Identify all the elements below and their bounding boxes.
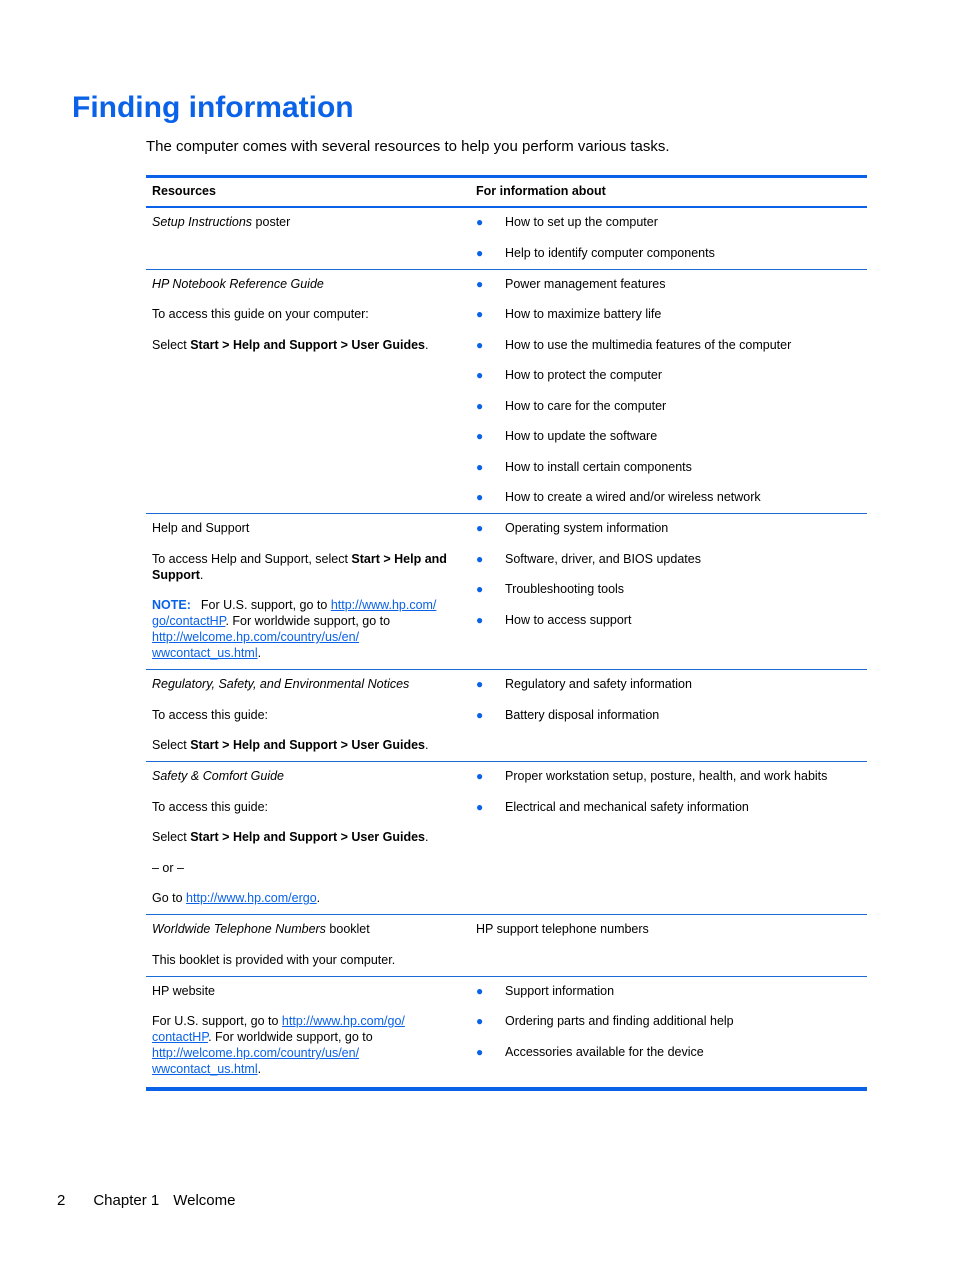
worldwide-contact-link[interactable]: http://welcome.hp.com/country/us/en/ wwcontact_us.html (152, 1046, 360, 1076)
provided-text: This booklet is provided with your computer. (152, 952, 396, 967)
ergo-link[interactable]: http://www.hp.com/ergo (186, 891, 317, 905)
select-path: Select Start > Help and Support > User Guides. (152, 337, 429, 352)
bullet-dot-icon: ● (476, 307, 484, 321)
page-title: Finding information (72, 91, 354, 124)
list-item (476, 398, 861, 414)
list-item (476, 428, 861, 444)
resource-cell (146, 270, 470, 514)
list-item (476, 581, 861, 597)
list-item-text: How to update the software (505, 429, 658, 443)
resource-title: Help and Support (152, 521, 250, 535)
list-item (476, 214, 861, 230)
resource-cell (146, 670, 470, 761)
info-list (476, 676, 861, 723)
list-item-text: How to protect the computer (505, 368, 663, 382)
access-text: To access this guide: (152, 707, 269, 722)
table-row (146, 513, 867, 669)
info-list (476, 768, 861, 815)
list-item-text: Battery disposal information (505, 707, 660, 722)
bullet-dot-icon: ● (476, 490, 484, 504)
access-text: To access this guide on your computer: (152, 307, 369, 321)
table-row (146, 269, 867, 514)
bullet-dot-icon: ● (476, 769, 484, 783)
list-item (476, 551, 861, 567)
list-item (476, 983, 861, 999)
list-item-text: How to maximize battery life (505, 307, 662, 321)
page-footer (57, 1191, 235, 1211)
resource-title: Worldwide Telephone Numbers (152, 922, 326, 936)
info-cell (470, 270, 867, 514)
bullet-dot-icon: ● (476, 551, 484, 566)
support-text: For U.S. support, go to http://www.hp.com/go/ contactHP. For worldwide support, go to http://welcome.hp.com/country/us/en/ wwcontact_us.html. (152, 1014, 405, 1076)
list-item-text: Accessories available for the device (505, 1044, 704, 1059)
info-cell (470, 670, 867, 761)
chapter-label: Chapter 1 (93, 1192, 160, 1209)
info-text: HP support telephone numbers (476, 922, 649, 936)
info-cell (470, 915, 867, 976)
bullet-dot-icon: ● (476, 799, 484, 814)
resources-table (146, 175, 867, 1091)
header-resources: Resources (152, 184, 216, 198)
header-info: For information about (476, 184, 606, 198)
list-item (476, 245, 861, 261)
info-list (476, 276, 861, 506)
bullet-dot-icon: ● (476, 707, 484, 722)
goto-text: Go to http://www.hp.com/ergo. (152, 891, 321, 905)
bullet-dot-icon: ● (476, 429, 484, 443)
list-item (476, 768, 861, 784)
list-item (476, 707, 861, 723)
table-row (146, 669, 867, 761)
table-header-row (146, 178, 867, 208)
resource-title: Safety & Comfort Guide (152, 769, 285, 783)
bullet-dot-icon: ● (476, 983, 484, 998)
contact-hp-link[interactable]: http://www.hp.com/go/ contactHP (152, 1014, 405, 1044)
info-cell (470, 208, 867, 269)
intro-text: The computer comes with several resources to help you perform various tasks. (146, 138, 670, 155)
table-row (146, 976, 867, 1088)
list-item-text: Ordering parts and finding additional help (505, 1014, 734, 1028)
list-item (476, 612, 861, 628)
contact-hp-link[interactable]: http://www.hp.com/ go/contactHP (152, 598, 437, 628)
list-item-text: Support information (505, 983, 615, 998)
info-cell (470, 514, 867, 669)
bullet-dot-icon: ● (476, 245, 484, 260)
bullet-dot-icon: ● (476, 337, 484, 352)
list-item-text: How to set up the computer (505, 215, 658, 229)
bullet-dot-icon: ● (476, 1014, 484, 1028)
list-item (476, 1013, 861, 1029)
resource-title: HP Notebook Reference Guide (152, 276, 324, 291)
bullet-dot-icon: ● (476, 368, 484, 382)
resource-cell (146, 514, 470, 669)
list-item-text: Troubleshooting tools (505, 582, 625, 596)
select-path: Select Start > Help and Support > User Guides. (152, 830, 429, 844)
bullet-dot-icon: ● (476, 612, 484, 627)
worldwide-contact-link[interactable]: http://welcome.hp.com/country/us/en/ wwcontact_us.html (152, 630, 360, 660)
list-item-text: Electrical and mechanical safety information (505, 799, 749, 814)
list-item (476, 367, 861, 383)
list-item-text: Operating system information (505, 521, 669, 535)
resource-title: HP website (152, 983, 215, 998)
list-item (476, 676, 861, 692)
list-item-text: Proper workstation setup, posture, health, and work habits (505, 769, 828, 783)
list-item (476, 799, 861, 815)
list-item-text: Power management features (505, 276, 666, 291)
list-item (476, 306, 861, 322)
or-separator: – or – (152, 860, 184, 875)
list-item-text: How to care for the computer (505, 398, 667, 413)
select-path: Select Start > Help and Support > User Guides. (152, 738, 429, 752)
list-item (476, 520, 861, 536)
bullet-dot-icon: ● (476, 582, 484, 596)
access-text: To access Help and Support, select Start > Help and Support. (152, 551, 447, 582)
info-cell (470, 977, 867, 1088)
bullet-dot-icon: ● (476, 1044, 484, 1059)
note-label: NOTE: (152, 598, 191, 612)
info-cell (470, 762, 867, 914)
bullet-dot-icon: ● (476, 215, 484, 229)
bullet-dot-icon: ● (476, 677, 484, 691)
info-list (476, 214, 861, 261)
page-number: 2 (57, 1192, 66, 1209)
table-row (146, 761, 867, 914)
resource-cell (146, 977, 470, 1088)
list-item-text: How to use the multimedia features of the computer (505, 337, 792, 352)
list-item-text: How to access support (505, 612, 632, 627)
list-item (476, 276, 861, 292)
section-label: Welcome (173, 1192, 236, 1209)
list-item (476, 459, 861, 475)
list-item (476, 1044, 861, 1060)
resource-cell (146, 762, 470, 914)
bullet-dot-icon: ● (476, 276, 484, 291)
info-list (476, 983, 861, 1060)
note-text: NOTE: For U.S. support, go to http://www.hp.com/ go/contactHP. For worldwide support, go to http://welcome.hp.com/country/us/en/ wwcontact_us.html. (152, 598, 437, 660)
list-item (476, 489, 861, 505)
list-item-text: Help to identify computer components (505, 245, 715, 260)
table-row (146, 208, 867, 269)
list-item-text: How to create a wired and/or wireless network (505, 490, 761, 504)
bullet-dot-icon: ● (476, 398, 484, 413)
bullet-dot-icon: ● (476, 459, 484, 474)
bullet-dot-icon: ● (476, 521, 484, 535)
resource-cell: Setup Instructions poster (152, 215, 291, 229)
resource-title: Setup Instructions (152, 215, 253, 229)
list-item-text: Software, driver, and BIOS updates (505, 551, 701, 566)
list-item-text: Regulatory and safety information (505, 677, 692, 691)
list-item-text: How to install certain components (505, 459, 692, 474)
resource-cell: Worldwide Telephone Numbers booklet This booklet is provided with your computer. (146, 915, 470, 976)
info-list (476, 520, 861, 628)
table-row (146, 914, 867, 976)
list-item (476, 337, 861, 353)
resource-title: Regulatory, Safety, and Environmental Notices (152, 677, 410, 691)
access-text: To access this guide: (152, 799, 269, 814)
